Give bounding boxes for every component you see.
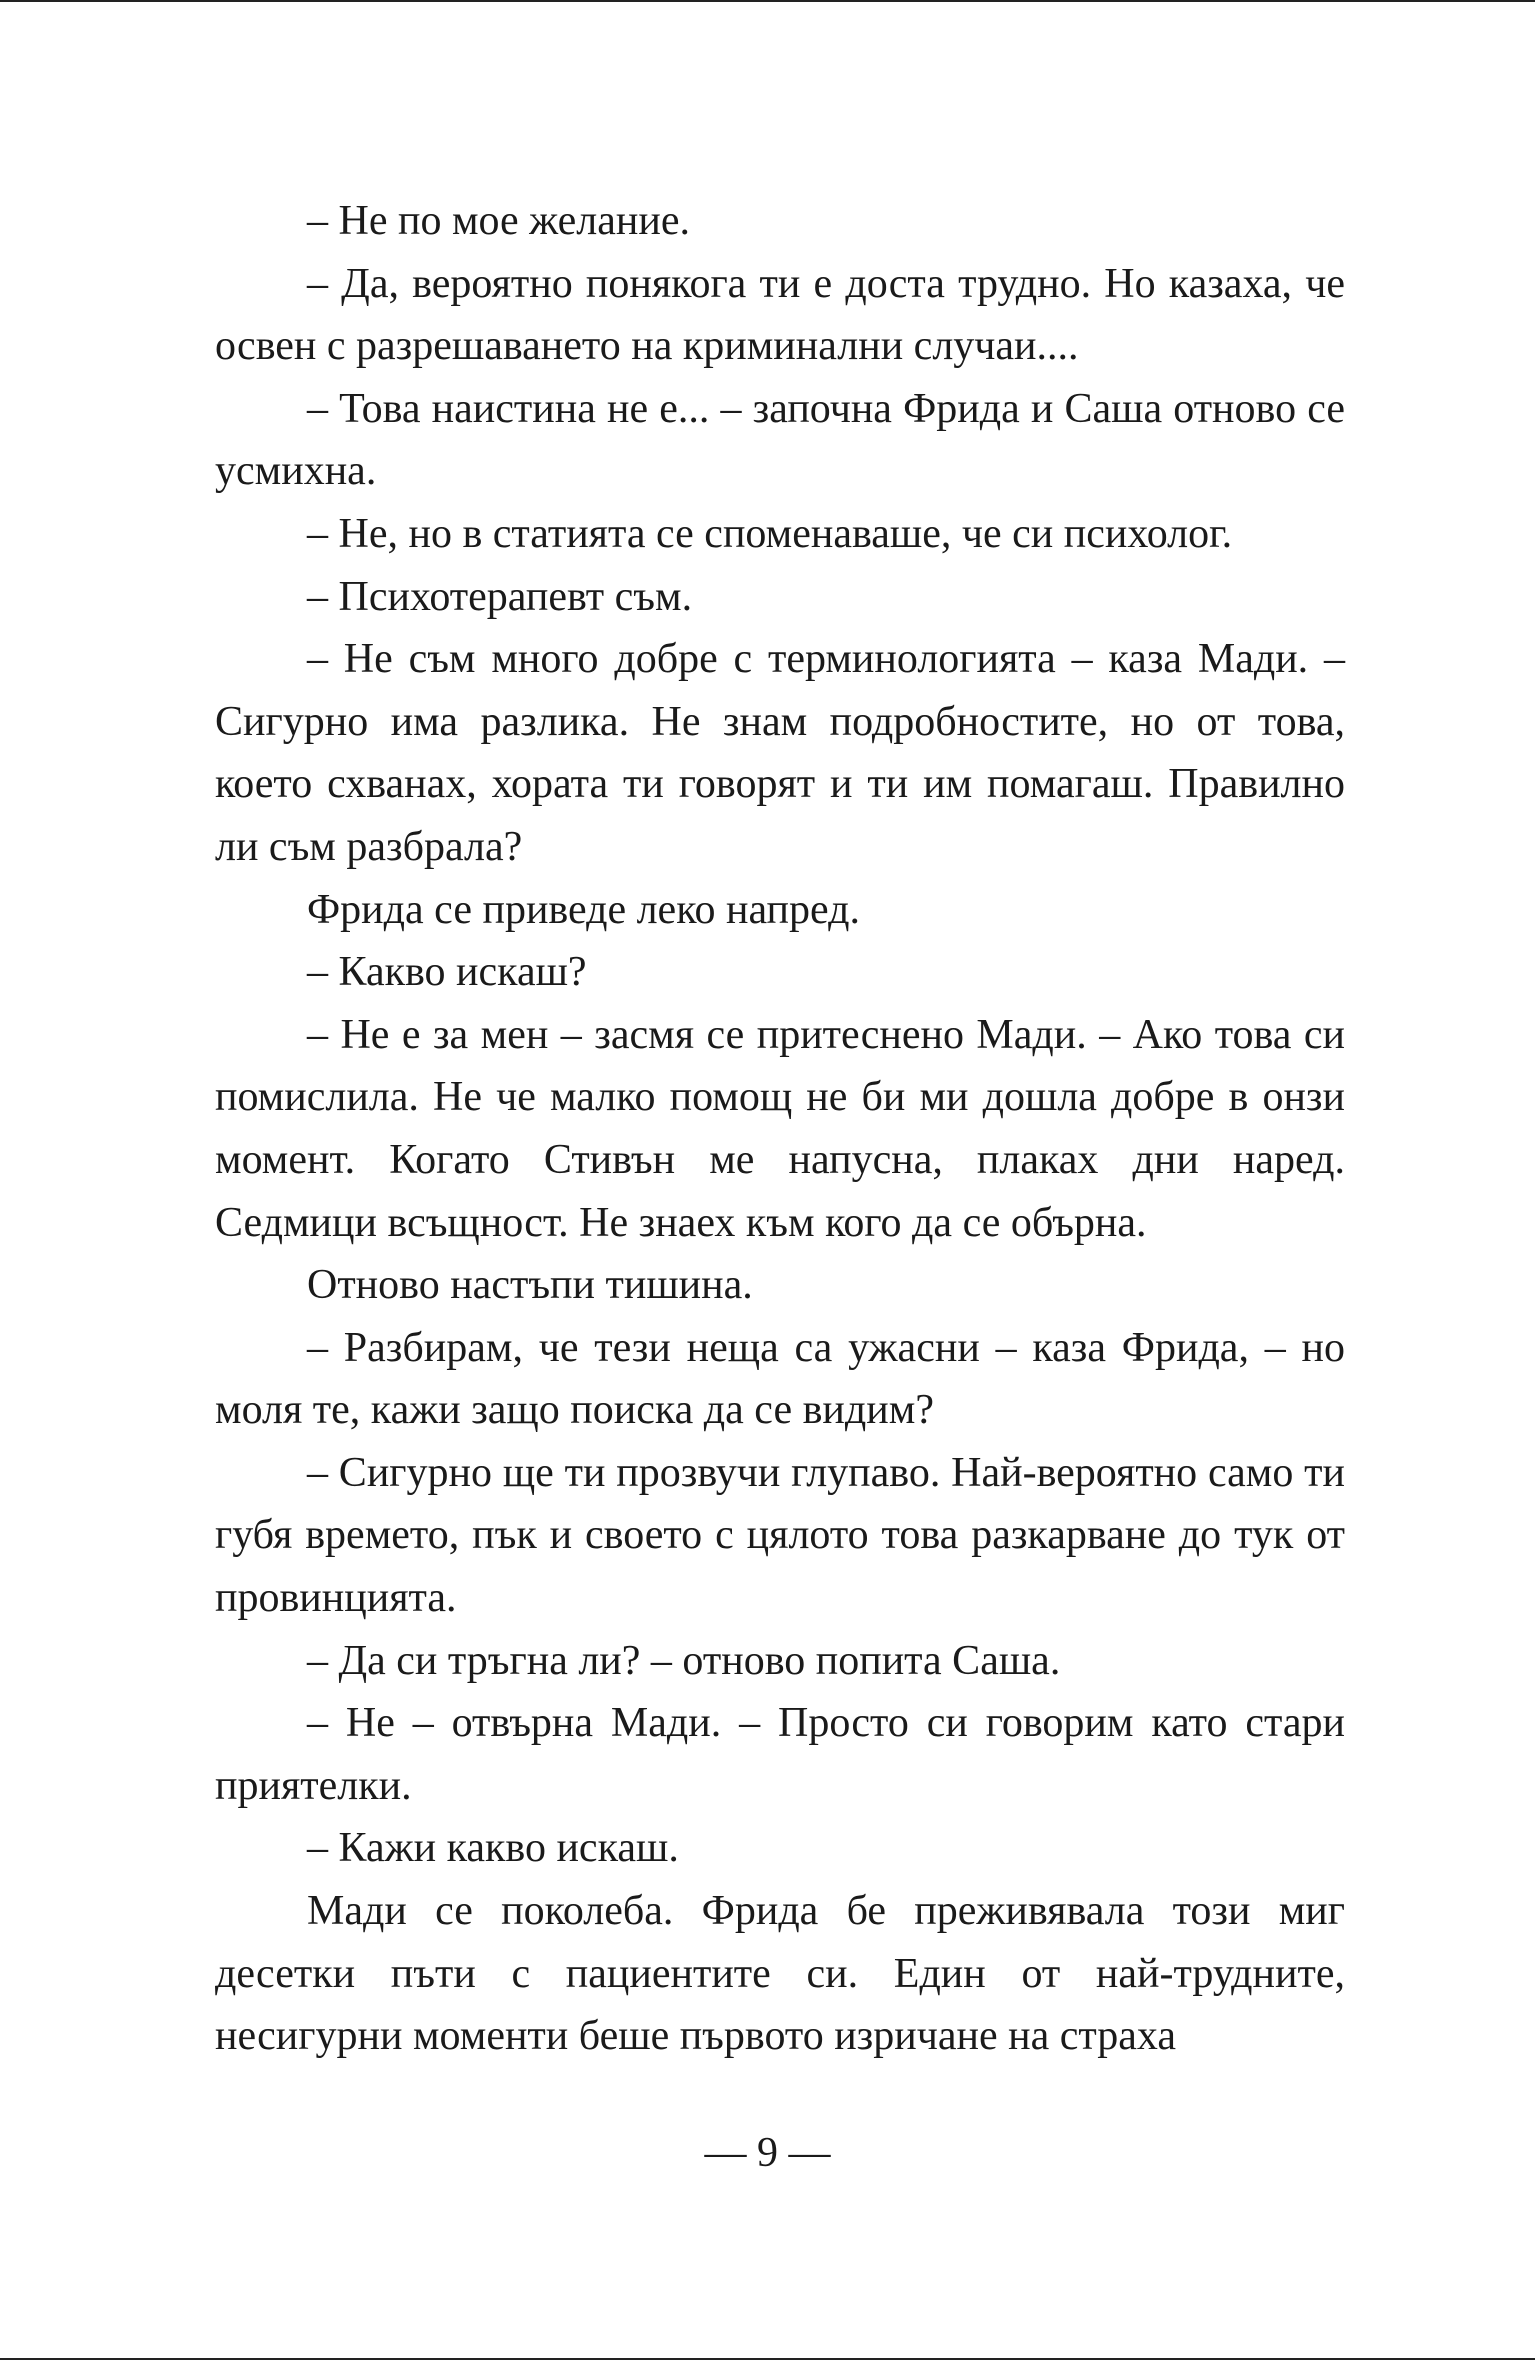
paragraph: – Не, но в статията се споменаваше, че си психолог.: [307, 510, 1233, 557]
paragraph: – Това наистина не е... – започна Фрида и Саша отново се усмихна.: [215, 385, 1345, 495]
paragraph: – Психотерапевт съм.: [307, 573, 693, 620]
paragraph: Мади се поколеба. Фрида бе преживявала този миг десетки пъти с пациентите си. Един от най-трудните, несигурни моменти беше първото изричане на страха: [215, 1888, 1345, 2060]
paragraph: Отново настъпи тишина.: [307, 1262, 753, 1309]
paragraph: – Не съм много добре с терминологията – каза Мади. – Сигурно има разлика. Не знам подробностите, но от това, което схванах, хората ти говорят и ти им помагаш. Правилно ли съм разбрала?: [215, 636, 1345, 870]
paragraph: – Не е за мен – засмя се притеснено Мади. – Ако това си помислила. Не че малко помощ не би ми дошла добре в онзи момент. Когато Стивън ме напусна, плаках дни наред. Седмици всъщност. Не знаех към кого да се обърна.: [215, 1011, 1345, 1246]
paragraph: – Да си тръгна ли? – отново попита Саша.: [307, 1637, 1061, 1684]
paragraph: – Да, вероятно понякога ти е доста трудно. Но казаха, че освен с разрешаването на криминални случаи....: [215, 260, 1345, 370]
paragraph: – Разбирам, че тези неща са ужасни – каза Фрида, – но моля те, кажи защо поиска да се видим?: [215, 1324, 1345, 1434]
page-number: — 9 —: [704, 2130, 831, 2176]
paragraph: – Сигурно ще ти прозвучи глупаво. Най-вероятно само ти губя времето, пък и своето с цялото това разкарване до тук от провинцията.: [215, 1449, 1345, 1622]
paragraph: – Какво искаш?: [307, 949, 587, 996]
body-text: [215, 190, 1345, 2068]
page-top-border: [0, 0, 1535, 2]
page-bottom-border: [0, 2358, 1535, 2360]
paragraph: Фрида се приведе леко напред.: [307, 886, 860, 933]
paragraph: – Не – отвърна Мади. – Просто си говорим като стари приятелки.: [215, 1700, 1345, 1809]
paragraph: – Не по мое желание.: [307, 198, 690, 244]
paragraph: – Кажи какво искаш.: [307, 1825, 679, 1872]
